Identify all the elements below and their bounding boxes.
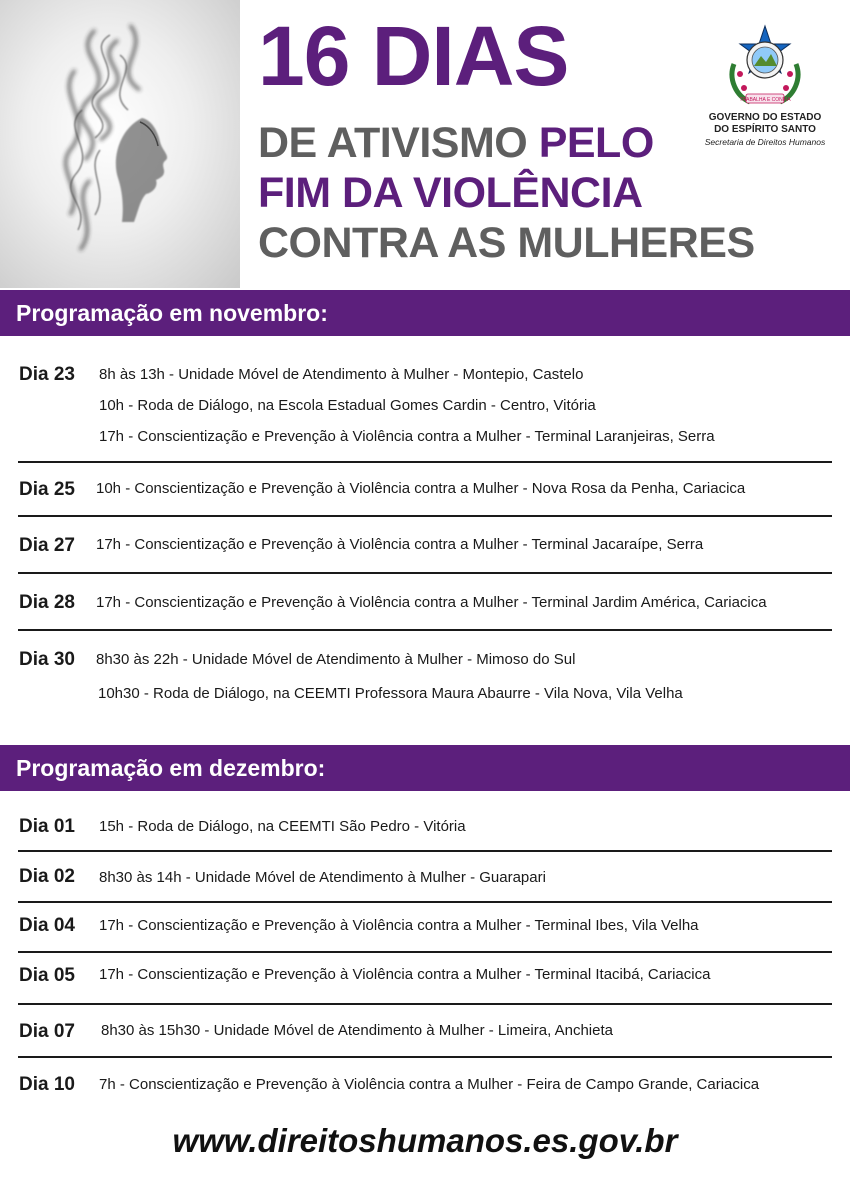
divider [18,572,832,574]
state-crest-icon [726,24,804,112]
title-line-3: FIM DA VIOLÊNCIA [258,169,643,217]
november-heading: Programação em novembro: [0,290,850,336]
event-item: 7h - Conscientização e Prevenção à Violência contra a Mulher - Feira de Campo Grande, Cariacica [99,1076,760,1093]
event-item: 17h - Conscientização e Prevenção à Violência contra a Mulher - Terminal Ibes, Vila Velha [99,917,699,934]
event-item: 17h - Conscientização e Prevenção à Violência contra a Mulher - Terminal Jacaraípe, Serra [96,536,704,553]
title-line-4: CONTRA AS MULHERES [258,219,755,267]
event-item: 8h30 às 15h30 - Unidade Móvel de Atendimento à Mulher - Limeira, Anchieta [101,1022,613,1039]
event-item: 8h30 às 14h - Unidade Móvel de Atendimento à Mulher - Guarapari [99,869,546,886]
event-item: 17h - Conscientização e Prevenção à Violência contra a Mulher - Terminal Jardim América, Cariacica [96,594,767,611]
day-label: Dia 01 [19,816,75,837]
divider [18,850,832,852]
event-item: 10h - Roda de Diálogo, na Escola Estadual Gomes Cardin - Centro, Vitória [99,397,596,414]
website-link[interactable]: www.direitoshumanos.es.gov.br [172,1122,678,1159]
hero-smoke-portrait [0,0,240,288]
event-item: 8h às 13h - Unidade Móvel de Atendimento à Mulher - Montepio, Castelo [99,366,584,383]
divider [18,901,832,903]
day-label: Dia 10 [19,1074,75,1095]
event-item: 10h30 - Roda de Diálogo, na CEEMTI Professora Maura Abaurre - Vila Nova, Vila Velha [98,685,683,702]
title-pelo: PELO [538,119,654,167]
event-item: 17h - Conscientização e Prevenção à Violência contra a Mulher - Terminal Laranjeiras, Serra [99,428,715,445]
government-label [690,112,840,148]
title-ativismo: DE ATIVISMO [258,119,528,167]
divider [18,1003,832,1005]
title-16-dias: 16 DIAS [258,9,569,103]
event-item: 10h - Conscientização e Prevenção à Violência contra a Mulher - Nova Rosa da Penha, Cariacica [96,480,746,497]
day-label: Dia 30 [19,649,75,670]
divider [18,461,832,463]
divider [18,951,832,953]
crest-motto: TRABALHA E CONFIA [739,97,791,103]
december-heading: Programação em dezembro: [0,745,850,791]
day-label: Dia 28 [19,592,75,613]
gov-subtitle: Secretaria de Direitos Humanos [704,137,826,147]
event-item: 15h - Roda de Diálogo, na CEEMTI São Pedro - Vitória [99,818,466,835]
day-label: Dia 02 [19,866,75,887]
event-item: 17h - Conscientização e Prevenção à Violência contra a Mulher - Terminal Itacibá, Cariacica [99,966,711,983]
title-line-2 [258,119,654,167]
day-label: Dia 04 [19,915,75,936]
day-label: Dia 27 [19,535,75,556]
day-label: Dia 23 [19,364,75,385]
day-label: Dia 05 [19,965,75,986]
gov-line-2: DO ESPÍRITO SANTO [714,124,816,135]
divider [18,515,832,517]
day-label: Dia 25 [19,479,75,500]
day-label: Dia 07 [19,1021,75,1042]
gov-line-1: GOVERNO DO ESTADO [708,112,822,123]
event-item: 8h30 às 22h - Unidade Móvel de Atendimento à Mulher - Mimoso do Sul [96,651,576,668]
divider [18,629,832,631]
divider [18,1056,832,1058]
